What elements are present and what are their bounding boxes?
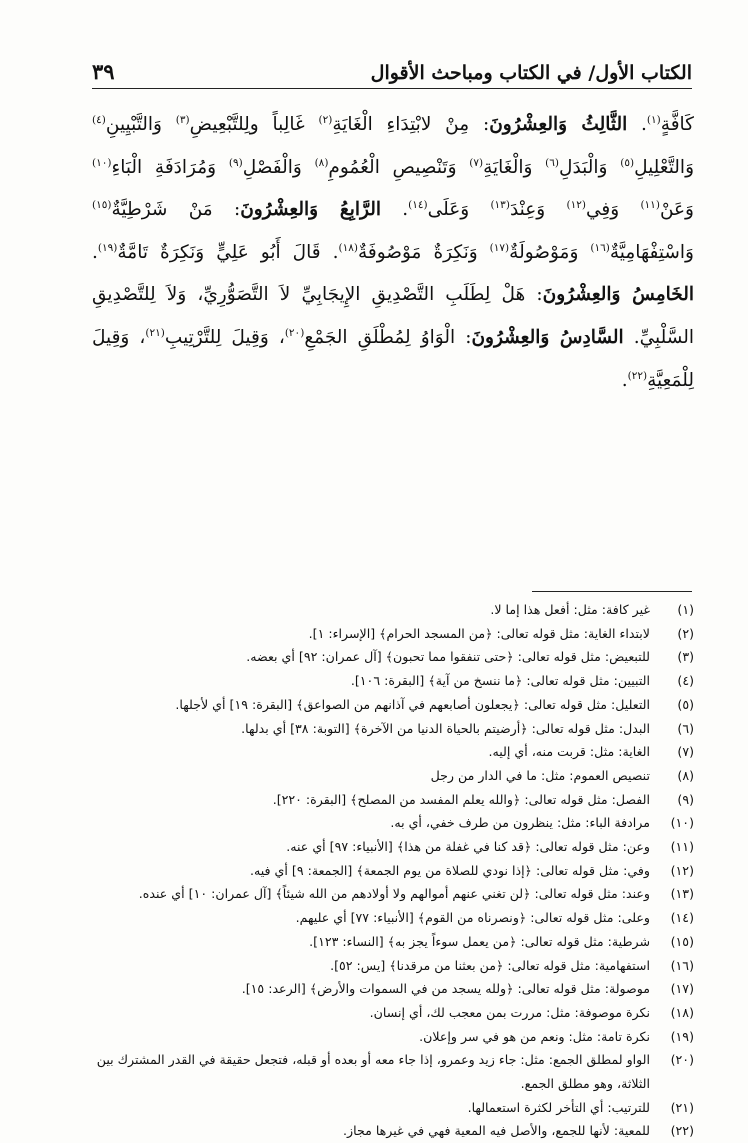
footnote-item (92, 1119, 694, 1143)
footnote-ref: (٢١) (145, 326, 165, 339)
section-heading: الثَّالِثُ وَالعِشْرُونَ (489, 114, 628, 135)
footnote-ref: (١٤) (408, 199, 428, 212)
footnote-item (92, 717, 694, 741)
footnote-number: (٢١) (670, 1099, 694, 1115)
footnote-item (92, 1025, 694, 1049)
footnote-text: شرطية: مثل قوله تعالى: ﴿من يعمل سوءاً يجز به﴾ [النساء: ١٢٣]. (309, 933, 650, 949)
footnote-item (92, 598, 694, 622)
text-run: : مَنْ شَرْطِيَّةٌ (111, 199, 241, 221)
section-heading: الرَّابِعُ وَالعِشْرُونَ (240, 199, 381, 221)
footnote-number: (١٤) (670, 910, 694, 926)
footnote-number: (٩) (677, 791, 694, 807)
footnote-ref: (٢) (318, 114, 333, 126)
footnote-text: غير كافة: مثل: أفعل هذا إما لا. (490, 602, 650, 617)
footnote-item (92, 1001, 694, 1025)
footnote-ref: (١٣) (490, 199, 510, 212)
footnote-ref: (١٩) (97, 241, 118, 254)
text-run: وَعِنْدَ (509, 199, 567, 221)
footnote-ref: (١١) (640, 199, 660, 212)
footnote-text: وعن: مثل قوله تعالى: ﴿قد كنا في غفلة من هذا﴾ [الأنبياء: ٩٧] أي عنه. (286, 839, 650, 855)
text-run: وَعَنْ (659, 199, 694, 221)
footnotes-list (92, 598, 694, 1143)
footnote-number: (١٣) (670, 886, 694, 902)
footnote-item (92, 977, 694, 1001)
footnote-ref: (١٨) (338, 241, 358, 254)
text-run: : الْوَاوُ لِمُطْلَقِ الجَمْعِ (304, 326, 472, 348)
footnote-ref: (١٢) (566, 199, 586, 212)
footnote-number: (٢٢) (670, 1123, 694, 1139)
footnote-text: الواو لمطلق الجمع: مثل: جاء زيد وعمرو، إذا جاء معه أو بعده أو قبله، فتجعل حقيقة في القدر المشترك بين الثلاثة، وهو مطلق الجمع. (96, 1052, 650, 1092)
text-run: وَاسْتِفْهَامِيَّةٌ (609, 241, 694, 263)
footnote-number: (١) (677, 602, 694, 617)
footnote-item (92, 788, 694, 812)
header-rule (92, 88, 692, 89)
footnote-text: مرادفة الباء: مثل: ينظرون من طرف خفي، أي به. (390, 815, 650, 831)
footnote-item (92, 882, 694, 906)
footnote-ref: (٦) (545, 156, 560, 169)
footnote-text: وعلى: مثل قوله تعالى: ﴿ونصرناه من القوم﴾ [الأنبياء: ٧٧] أي عليهم. (295, 910, 650, 926)
footnote-ref: (٢٠) (284, 326, 305, 339)
footnote-number: (١٥) (670, 933, 694, 949)
footnote-item (92, 835, 694, 859)
footnote-ref: (٧) (469, 156, 484, 169)
text-run: . (92, 241, 98, 263)
footnote-text: وفي: مثل قوله تعالى: ﴿إذا نودي للصلاة من يوم الجمعة﴾ [الجمعة: ٩] أي فيه. (249, 862, 650, 878)
footnote-number: (٨) (677, 767, 694, 783)
footnote-text: استفهامية: مثل قوله تعالى: ﴿من بعثنا من مرقدنا﴾ [يس: ٥٢]. (330, 957, 650, 973)
text-run: وَتَنْصِيصِ الْعُمُومِ (328, 156, 470, 178)
footnote-text: الغاية: مثل: قربت منه، أي إليه. (488, 744, 650, 760)
text-run: كَافَّةٍ (660, 114, 694, 135)
footnote-number: (٦) (677, 720, 694, 736)
page-number: ٣٩ (92, 59, 115, 84)
footnote-text: نكرة موصوفة: مثل: مررت بمن معجب لك، أي إنسان. (369, 1004, 650, 1020)
text-run: . قَالَ أَبُو عَلِيٍّ وَنَكِرَةٌ تَامَّةٌ (117, 241, 339, 263)
footnote-number: (١١) (670, 839, 694, 855)
text-run: : مِنْ لابْتِدَاءِ الْغَايَةِ (332, 114, 490, 135)
footnote-number: (٥) (677, 696, 694, 712)
footnote-separator (532, 591, 692, 592)
footnote-item (92, 1096, 694, 1120)
footnote-ref: (٨) (314, 156, 329, 169)
footnote-number: (١٢) (670, 862, 694, 878)
footnote-item (92, 954, 694, 978)
text-run: غَالِباً ولِلتَّبْعِيضِ (189, 114, 319, 135)
footnote-number: (٢) (677, 625, 694, 641)
footnote-number: (١٧) (670, 981, 694, 997)
footnote-ref: (٢٢) (627, 369, 648, 382)
text-run: وَالْغَايَةِ (483, 156, 546, 178)
footnote-text: لابتداء الغاية: مثل قوله تعالى: ﴿من المسجد الحرام﴾ [الإسراء: ١]. (308, 625, 650, 641)
footnote-text: للمعية: لأنها للجمع، والأصل فيه المعية فهي في غيرها مجاز. (343, 1123, 650, 1139)
footnote-item (92, 906, 694, 930)
text-run: . (627, 114, 647, 135)
page-header (92, 54, 692, 84)
main-text (92, 104, 694, 402)
footnote-text: تنصيص العموم: مثل: ما في الدار من رجل (430, 767, 650, 783)
text-run: وَعَلَى (427, 199, 491, 221)
text-run: وَنَكِرَةٌ مَوْصُوفَةٌ (357, 241, 490, 263)
running-title: الكتاب الأول/ في الكتاب ومباحث الأقوال (370, 62, 692, 84)
footnote-text: البدل: مثل قوله تعالى: ﴿أرضيتم بالحياة الدنيا من الآخرة﴾ [التوبة: ٣٨] أي بدلها. (241, 720, 650, 736)
text-run: . (621, 369, 628, 391)
text-run: ، وَقِيلَ لِلتَّرْتِيبِ (164, 326, 285, 348)
footnote-text: نكرة تامة: مثل: ونعم من هو في سر وإعلان. (419, 1028, 650, 1044)
footnote-number: (١٠) (670, 815, 694, 831)
footnote-item (92, 669, 694, 693)
footnote-number: (١٨) (670, 1004, 694, 1020)
footnote-number: (٧) (677, 744, 694, 760)
section-heading: السَّادِسُ وَالعِشْرُونَ (471, 326, 624, 348)
text-run: وَالتَّعْلِيلِ (634, 156, 694, 178)
footnote-text: الفصل: مثل قوله تعالى: ﴿والله يعلم المفسد من المصلح﴾ [البقرة: ٢٢٠]. (272, 791, 650, 807)
footnote-item (92, 811, 694, 835)
footnote-number: (٤) (677, 673, 694, 689)
footnote-ref: (١٧) (489, 241, 510, 254)
text-run: وَالتَّبْيِينِ (105, 114, 176, 135)
footnote-item (92, 740, 694, 764)
footnote-item (92, 622, 694, 646)
text-run: ، وَقِيلَ لِلْمَعِيَّةِ (92, 326, 694, 391)
footnote-ref: (١٦) (590, 241, 610, 254)
footnote-ref: (١٥) (92, 199, 112, 212)
footnote-ref: (٩) (228, 156, 243, 169)
footnote-text: للتبعيض: مثل قوله تعالى: ﴿حتى تنفقوا مما تحبون﴾ [آل عمران: ٩٢] أي بعضه. (246, 649, 650, 665)
footnote-text: موصولة: مثل قوله تعالى: ﴿ولله يسجد من في السموات والأرض﴾ [الرعد: ١٥]. (241, 981, 650, 997)
text-run: وَفِي (585, 199, 641, 221)
footnote-ref: (١٠) (92, 156, 112, 169)
text-run: . (381, 199, 409, 221)
footnote-item (92, 930, 694, 954)
section-heading: الخَامِسُ وَالعِشْرُونَ (542, 284, 694, 306)
footnote-ref: (٤) (92, 114, 106, 126)
footnote-item (92, 764, 694, 788)
footnote-text: التعليل: مثل قوله تعالى: ﴿يجعلون أصابعهم في آذانهم من الصواعق﴾ [البقرة: ١٩] أي لأجلها. (175, 696, 650, 712)
footnote-ref: (٥) (620, 156, 635, 169)
text-run: وَمُرَادَفَةِ الْبَاءِ (111, 156, 229, 178)
footnote-ref: (٣) (175, 114, 190, 126)
footnote-number: (٢٠) (670, 1052, 694, 1068)
footnote-ref: (١) (646, 114, 661, 126)
text-run: : هَلْ لِطَلَبِ التَّصْدِيقِ الإِيجَابِيِّ لاَ التَّصَوُّرِيِّ، وَلاَ لِلتَّصْدِيقِ السَّلْبِيِّ. (92, 284, 694, 348)
footnote-item (92, 1048, 694, 1095)
footnote-item (92, 693, 694, 717)
text-run: وَالْبَدَلِ (559, 156, 621, 178)
text-run: وَالْفَصْلِ (242, 156, 315, 178)
footnote-text: التبيين: مثل قوله تعالى: ﴿ما ننسخ من آية﴾ [البقرة: ١٠٦]. (350, 673, 650, 689)
footnote-number: (٣) (677, 649, 694, 665)
footnote-item (92, 645, 694, 669)
footnote-number: (١٩) (670, 1028, 694, 1044)
text-run: وَمَوْصُولَةٌ (509, 241, 591, 263)
footnote-text: للترتيب: أي التأخر لكثرة استعمالها. (467, 1099, 650, 1115)
footnote-item (92, 859, 694, 883)
footnote-number: (١٦) (670, 957, 694, 973)
footnote-text: وعند: مثل قوله تعالى: ﴿لن تغني عنهم أموالهم ولا أولادهم من الله شيئاً﴾ [آل عمران: ١٠] أي عنده. (138, 886, 650, 902)
